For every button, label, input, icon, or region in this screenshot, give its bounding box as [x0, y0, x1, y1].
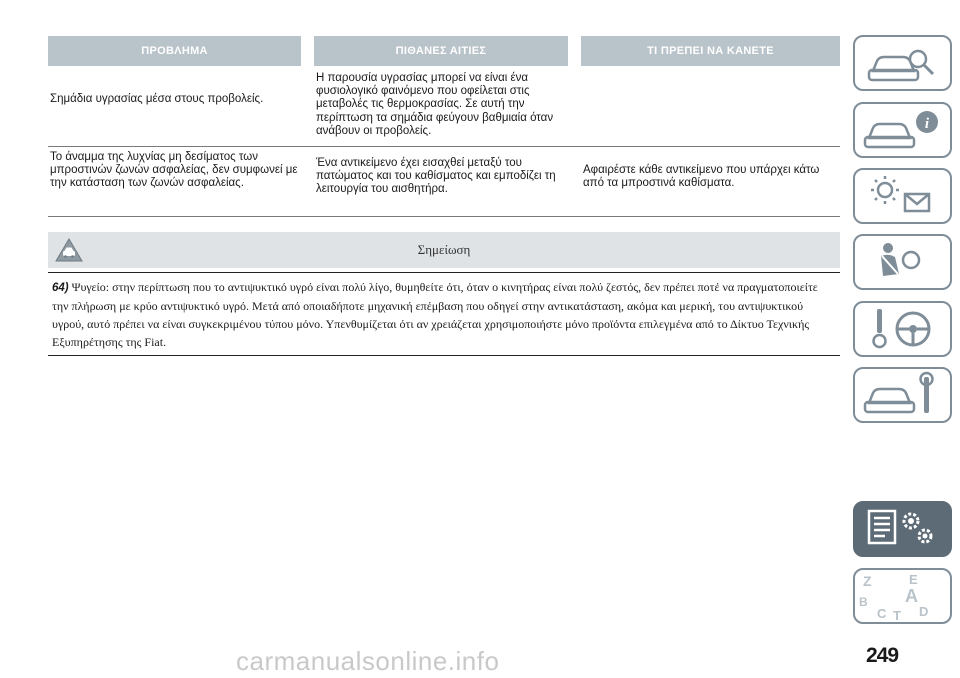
index-letter: A [905, 586, 918, 606]
header-problem: ΠΡΟΒΛΗΜΑ [48, 36, 301, 66]
table-row [48, 66, 840, 147]
svg-text:i: i [924, 116, 930, 132]
tab-car-search[interactable] [853, 35, 952, 91]
header-actions: ΤΙ ΠΡΕΠΕΙ ΝΑ ΚΑΝΕΤΕ [581, 36, 840, 66]
index-letter: C [877, 606, 887, 621]
action-cell [581, 66, 840, 146]
warning-car-icon [54, 237, 84, 263]
problem-cell: Σημάδια υγρασίας μέσα στους προβολείς. [50, 93, 264, 105]
tab-alphabet-index[interactable] [853, 568, 952, 624]
list-gears-icon [855, 503, 950, 555]
index-letter: B [859, 595, 868, 609]
action-cell: Αφαιρέστε κάθε αντικείμενο που υπάρχει κάτω από τα μπροστινά καθίσματα. [583, 164, 820, 190]
tab-car-info[interactable] [853, 102, 952, 158]
table-row [48, 147, 840, 217]
tab-seatbelt-airbag[interactable] [853, 234, 952, 290]
note-content: Ψυγείο: στην περίπτωση που το αντιψυκτικό υγρό είναι πολύ λίγο, θυμηθείτε ότι, όταν ο κινητήρας είναι πολύ ζεστός, δεν πρέπει ποτέ να πραγματοποιείτε την πλήρωση με κρύο αντιψυκτικό υγρό. Μετά από οποιαδήποτε μηχανική επέμβαση που οδηγεί στην αντικατάσταση, ακόμα και μερική, του αντιψυκτικού υγρού, αυτό πρέπει να είναι συγκεκριμένου τύπου μόνο. Υπενθυμίζεται ότι αν χρειάζεται χρησιμοποιήστε μόνο προϊόντα επιλεγμένα από το Δίκτυο Τεχνικής Εξυπηρέτησης της Fiat. [52, 280, 818, 349]
seatbelt-airbag-icon [855, 236, 950, 288]
note-header [48, 232, 840, 268]
note-text [48, 273, 840, 355]
page-number: 249 [866, 644, 899, 667]
car-search-icon [855, 37, 950, 89]
tab-car-service[interactable] [853, 367, 952, 423]
car-info-icon [855, 104, 950, 156]
index-letter: D [919, 604, 929, 619]
note-title: Σημείωση [417, 242, 471, 257]
tab-steering-key[interactable] [853, 301, 952, 357]
divider [48, 355, 840, 356]
note-box [48, 232, 840, 356]
car-service-icon [855, 369, 950, 421]
header-causes: ΠΙΘΑΝΕΣ ΑΙΤΙΕΣ [314, 36, 568, 66]
cause-cell: Η παρουσία υγρασίας μπορεί να είναι ένα φυσιολογικό φαινόμενο που οφείλεται στις μεταβολές τις θερμοκρασίας. Σε αυτή την περίπτωση τα σημάδια φεύγουν βαθμιαία όταν ανάβουν οι προβολείς. [316, 72, 554, 137]
tab-list-gears[interactable] [853, 501, 952, 557]
index-letter: T [893, 608, 901, 622]
troubleshooting-table [48, 36, 840, 217]
problem-cell: Το άναμμα της λυχνίας μη δεσίματος των μπροστινών ζωνών ασφαλείας, δεν συμφωνεί με την κατάσταση των ζωνών ασφαλείας. [50, 151, 298, 190]
cause-cell: Ένα αντικείμενο έχει εισαχθεί μεταξύ του πατώματος και του καθίσματος και εμποδίζει τη λειτουργία του αισθητήρα. [316, 157, 556, 196]
note-number: 64) [52, 282, 69, 294]
watermark: carmanualsonline.info [236, 646, 500, 676]
tab-warning-lights[interactable] [853, 168, 952, 224]
index-letter: Z [863, 573, 872, 589]
steering-wheel-key-icon [855, 303, 950, 355]
warning-lights-icon [855, 170, 950, 222]
index-letter: E [909, 572, 918, 587]
table-header [48, 36, 840, 66]
alphabet-index-icon [855, 570, 950, 622]
